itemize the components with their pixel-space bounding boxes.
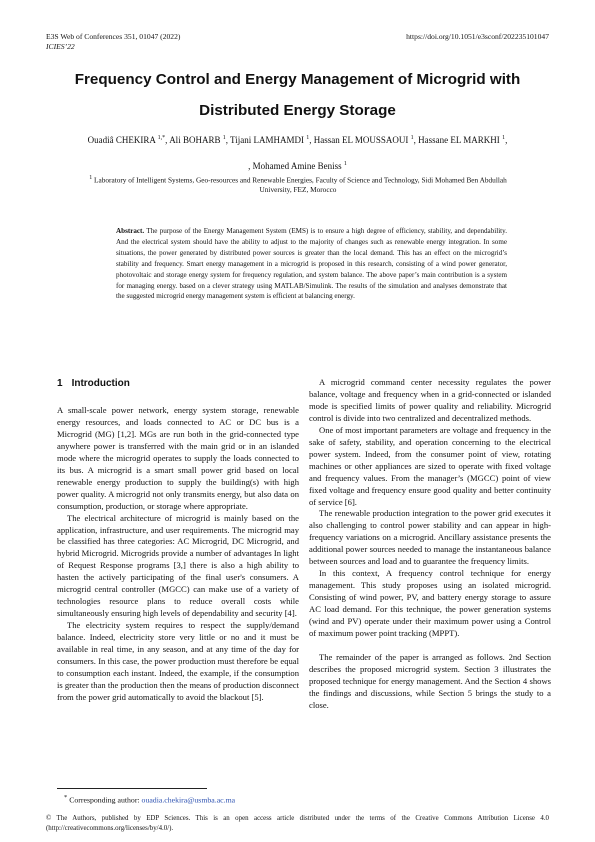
running-header-left: [46, 32, 180, 52]
paragraph: A small-scale power network, energy system storage, renewable energy resources, and loads connected to AC or DC bus is a Microgrid (MG) [1,2]. MGs are run both in the grid-connected type anywhere power is transferred with the main grid or in an islanded mode where the microgrid operates to supply the loads connected to its bus. A microgrid is a smart small power grid based on local renewable energy production to supply the building(s) with high power quality. A microgrid not only transmits energy, but also data on consumption, production, or storage where appropriate.: [57, 405, 299, 511]
author-name: Hassan EL MOUSSAOUI: [313, 135, 409, 145]
journal-citation: E3S Web of Conferences 351, 01047 (2022): [46, 32, 181, 41]
author-affil-marker: 1: [410, 135, 414, 141]
author-name: Ouadiâ CHEKIRA: [87, 135, 156, 145]
paragraph: The electrical architecture of microgrid is mainly based on the application, infrastructure, and user requirements. The microgrid may be classified has three categories: AC Microgrid, DC Microgrid, and hybrid Microgrid. Microgrids provide a number of advantages In light of Request Response programs [3,] there is also a high ability to hasten the actively participating of the final user's consumers. A microgrid central controller (MGCC) can make use of a variety of technologies resource plans to reduce overall costs while simultaneously ensuring high levels of dependability and security [4].: [57, 512, 299, 619]
footnote-label: Corresponding author:: [69, 795, 140, 805]
section-number: 1: [57, 378, 63, 389]
author-line-2: , Mohamed Amine Beniss $^1$: [248, 161, 347, 171]
abstract-label: Abstract.: [116, 227, 145, 235]
title-line-2: Distributed Energy Storage: [199, 102, 396, 119]
paragraph: The remainder of the paper is arranged as follows. 2nd Section describes the proposed microgrid system. Section 3 illustrates the proposed technique for energy management. And the Section 4 shows the findings and discussions, while Section 5 brings the study to a close.: [309, 651, 551, 710]
author-line-1: Ouadiâ CHEKIRA $^{1,*}$, Ali BOHARB $^1$, Tijani LAMHAMDI $^1$, Hassan EL MOUSSAOUI $^1$, Hassane EL MARKHI $^1$,: [87, 135, 508, 145]
author-name: Mohamed Amine Beniss: [252, 161, 342, 171]
license-notice: © The Authors, published by EDP Sciences. This is an open access article distributed under the terms of the Creative Commons Attribution License 4.0 (http://creativecommons.org/licenses/by/4.0/).: [46, 815, 549, 832]
affiliation: [82, 173, 514, 195]
paragraph: A microgrid command center necessity regulates the power balance, voltage and frequency when in a grid-connected or islanded mode is specified limits of power quality and reliability. Microgrid control is divide into two centralized and decentralized methods.: [309, 377, 551, 423]
section-title: Introduction: [71, 378, 130, 389]
author-affil-marker: 1: [306, 135, 310, 141]
author-name: Hassane EL MARKHI: [418, 135, 500, 145]
conference-id: ICIES’22: [46, 42, 75, 51]
paragraph: The renewable production integration to the power grid executes it also challenging to control power stability and can appear in high-frequency variations on a microgrid. Ancillary assistance presents the additional power sources needed to manage the instantaneous balance between sources and load and to guarantee the frequency limits.: [309, 508, 551, 567]
section-heading: [57, 378, 130, 389]
paragraph: In this context, A frequency control technique for energy management. This study proposes using an isolated microgrid. Consisting of wind power, PV, and battery energy storage to assure AC load demand. For this technique, the power generation systems (wind and PV) operate under their maximum power using a Control of maximum power point tracking (MPPT).: [309, 568, 551, 639]
author-affil-marker: 1: [343, 161, 347, 167]
footnote-marker: *: [64, 794, 68, 801]
affiliation-marker: 1: [89, 175, 93, 181]
paragraph: One of most important parameters are voltage and frequency in the sake of safety, stability, and operation concerning to the electrical power system. Indeed, from the consumer point of view, rotating machines or other appliances are sized to operate with fixed voltage and frequency values. From the manager’s (MGCC) point of view fixed voltage and frequency ensure good quality and better continuity of service [6].: [309, 424, 551, 507]
author-name: Tijani LAMHAMDI: [230, 135, 304, 145]
title-line-1: Frequency Control and Energy Management of Microgrid with: [74, 71, 521, 88]
affiliation-text: Laboratory of Intelligent Systems, Geo-resources and Renewable Energies, Faculty of Science and Technology, Sidi Mohamed Ben Abdullah University, FEZ, Morocco: [94, 175, 507, 195]
author-list: [40, 126, 555, 178]
paragraph: The electricity system requires to respect the supply/demand balance. Indeed, electricity store very little or no and it must be available in real time, in any season, and at any time of the day for consumers. In this case, the power production must therefore be equal to consumption each instant. Indeed, the example, if the consumption is greater than the production then the means of production disconnect from the power grid automatically to avoid the blackout [5].: [57, 620, 299, 702]
author-affil-marker: 1: [222, 135, 226, 141]
abstract: [116, 226, 507, 302]
doi-link[interactable]: https://doi.org/10.1051/e3sconf/202235101047: [406, 32, 549, 41]
paragraph-gap: [309, 640, 551, 652]
corresponding-author-footnote: [64, 794, 235, 805]
body-column-left: [57, 405, 299, 704]
body-column-right: [309, 377, 551, 712]
author-affil-marker: 1,*: [157, 135, 166, 141]
author-email-link[interactable]: ouadia.chekira@usmba.ac.ma: [141, 795, 236, 805]
abstract-text: The purpose of the Energy Management System (EMS) is to ensure a high degree of efficiency, stability, and dependability. And the electrical system should have the ability to adjust to the majority of changes such as renewable energy integration. In some situations, the power generated by distributed power sources is greater than the local demand. This has an effect on the microgrid’s stability and frequency. Smart energy management in a microgrid is proposed in this research, consisting of a wind power generator, photovoltaic and storage energy system for frequency regulation, and system balance. The above paper’s main contribution is a system for managing energy. based on a clever strategy using MATLAB/Simulink. The results of the simulation and analyses demonstrate that the suggested microgrid energy management system is efficient at balancing energy.: [116, 227, 507, 301]
author-name: Ali BOHARB: [169, 135, 221, 145]
paper-title: [40, 64, 555, 126]
author-affil-marker: 1: [502, 135, 506, 141]
footnote-rule: [57, 788, 207, 789]
